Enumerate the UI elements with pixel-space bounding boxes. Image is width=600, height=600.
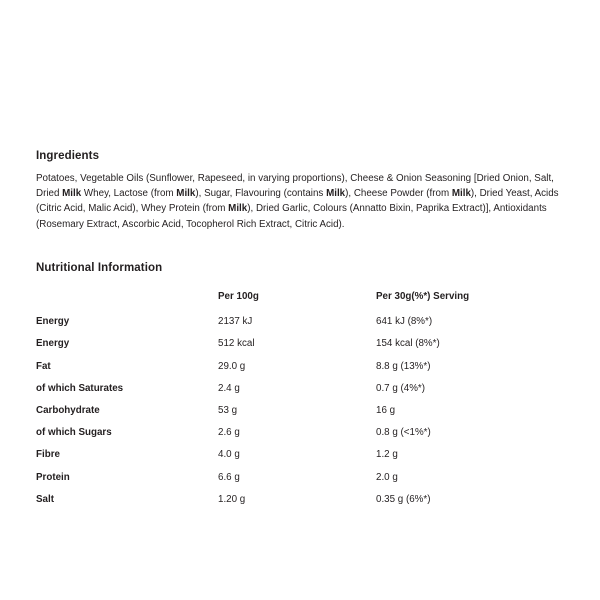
nutrient-label: Salt [36, 493, 54, 505]
value-per-100g: 2.4 g [218, 382, 240, 394]
value-per-serving: 0.8 g (<1%*) [376, 427, 431, 439]
table-row [36, 444, 564, 466]
nutrition-table [36, 283, 564, 511]
value-per-100g: 29.0 g [218, 360, 246, 372]
ingredients-section [36, 150, 564, 232]
nutrient-label: of which Saturates [36, 382, 124, 394]
table-row [36, 311, 564, 333]
table-row [36, 377, 564, 399]
value-per-100g: 2.6 g [218, 427, 240, 439]
value-per-serving: 1.2 g [376, 449, 398, 461]
column-header-nutrient [36, 283, 218, 311]
value-per-serving: 641 kJ (8%*) [376, 316, 433, 328]
ingredients-text: Potatoes, Vegetable Oils (Sunflower, Rapeseed, in varying proportions), Cheese & Onion Seasoning [Dried Onion, Salt, Dried Milk Whey, Lactose (from Milk), Sugar, Flavouring (contains Milk), Cheese Powder (from Milk), Dried Yeast, Acids (Citric Acid, Malic Acid), Whey Protein (from Milk), Dried Garlic, Colours (Annatto Bixin, Paprika Extract)], Antioxidants (Rosemary Extract, Ascorbic Acid, Tocopherol Rich Extract, Citric Acid). [36, 173, 559, 230]
value-per-100g: 53 g [218, 405, 238, 417]
value-per-100g: 1.20 g [218, 493, 246, 505]
value-per-100g: 6.6 g [218, 471, 240, 483]
value-per-100g: 512 kcal [218, 338, 255, 350]
table-row [36, 333, 564, 355]
value-per-serving: 0.7 g (4%*) [376, 382, 426, 394]
column-header-per-serving: Per 30g(%*) Serving [376, 290, 470, 302]
nutrition-section [36, 262, 564, 511]
table-row [36, 488, 564, 510]
nutrient-label: Fat [36, 360, 51, 372]
table-row [36, 466, 564, 488]
value-per-serving: 2.0 g [376, 471, 398, 483]
table-header-row [36, 283, 564, 311]
nutrient-label: of which Sugars [36, 427, 112, 439]
value-per-serving: 0.35 g (6%*) [376, 493, 431, 505]
nutrition-table-body [36, 311, 564, 511]
value-per-serving: 154 kcal (8%*) [376, 338, 440, 350]
ingredients-heading: Ingredients [36, 150, 100, 162]
table-row [36, 355, 564, 377]
value-per-100g: 2137 kJ [218, 316, 253, 328]
nutrient-label: Carbohydrate [36, 405, 100, 417]
column-header-per-100g: Per 100g [218, 290, 259, 302]
table-row [36, 422, 564, 444]
value-per-serving: 16 g [376, 405, 396, 417]
nutrient-label: Protein [36, 471, 70, 483]
value-per-serving: 8.8 g (13%*) [376, 360, 431, 372]
nutrient-label: Energy [36, 316, 70, 328]
table-row [36, 399, 564, 421]
nutrient-label: Energy [36, 338, 70, 350]
nutrient-label: Fibre [36, 449, 60, 461]
nutrition-heading: Nutritional Information [36, 261, 163, 274]
value-per-100g: 4.0 g [218, 449, 240, 461]
nutrition-table-header [36, 283, 564, 311]
